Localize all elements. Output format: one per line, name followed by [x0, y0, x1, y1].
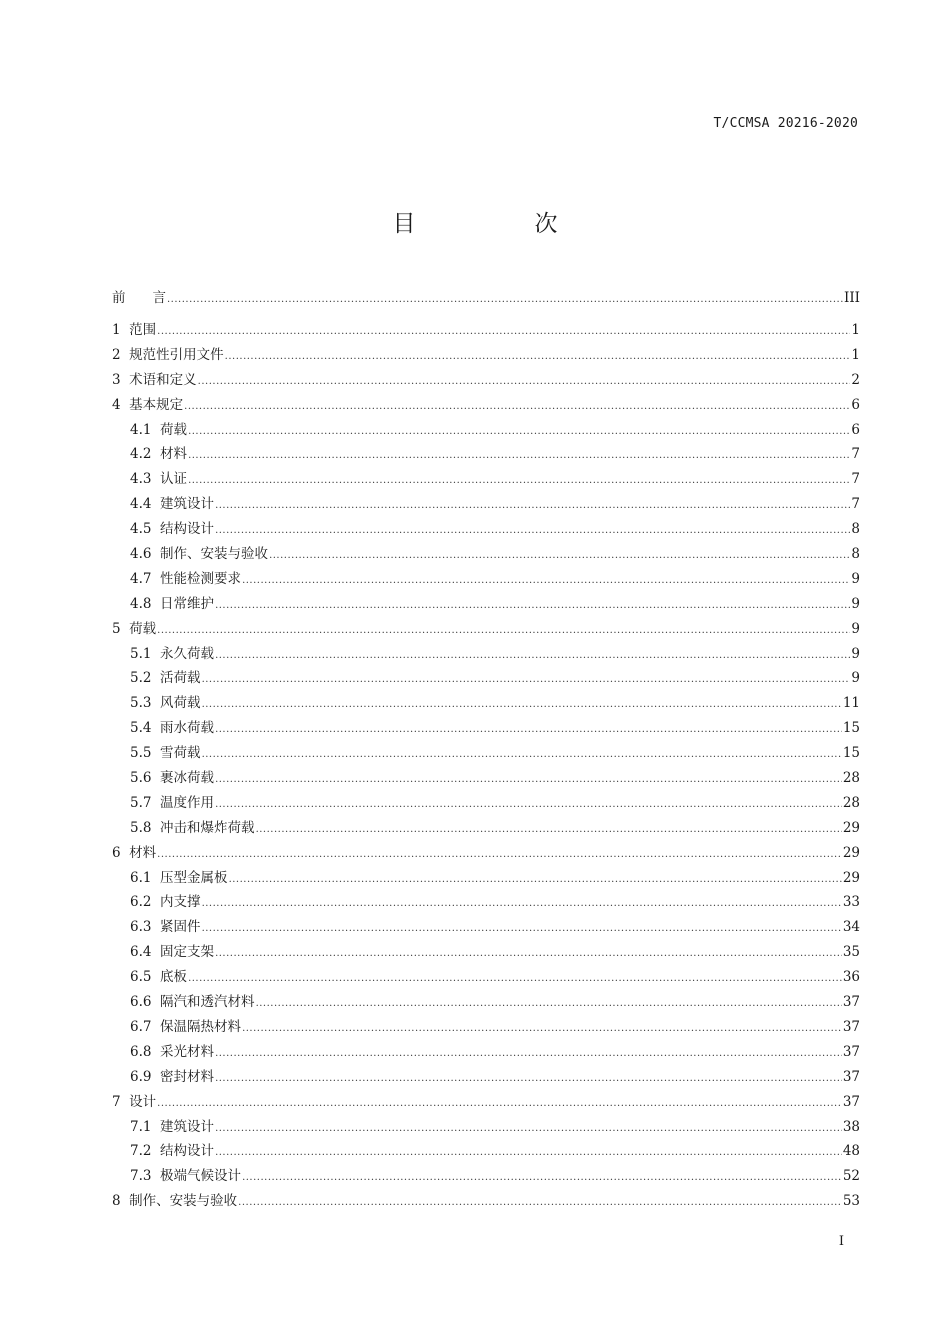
toc-entry-page: 33	[842, 894, 860, 911]
toc-leader-dots	[215, 1067, 842, 1092]
toc-entry-page: 37	[842, 1018, 860, 1035]
toc-entry[interactable]	[112, 1015, 860, 1040]
toc-leader-dots	[188, 420, 850, 445]
toc-entry-page: 37	[842, 994, 860, 1011]
toc-entry-label: 4.4 建筑设计	[130, 496, 215, 513]
toc-entry-page: 6	[851, 421, 860, 438]
toc-leader-dots	[242, 1017, 842, 1042]
toc-entry[interactable]	[112, 542, 860, 567]
toc-entry[interactable]	[112, 467, 860, 492]
toc-entry[interactable]	[112, 418, 860, 443]
toc-entry[interactable]	[112, 1090, 860, 1115]
toc-entry[interactable]	[112, 965, 860, 990]
toc-entry-page: 1	[851, 346, 860, 363]
toc-entry[interactable]	[112, 791, 860, 816]
toc-entry[interactable]	[112, 915, 860, 940]
toc-entry-page: 48	[842, 1143, 860, 1160]
toc-entry[interactable]	[112, 866, 860, 891]
toc-entry-page: 35	[842, 944, 860, 961]
toc-entry[interactable]	[112, 517, 860, 542]
toc-entry-page: 9	[851, 645, 860, 662]
toc-entry[interactable]	[112, 940, 860, 965]
toc-entry-page: 1	[851, 322, 860, 338]
toc-leader-dots	[215, 1117, 842, 1142]
toc-leader-dots	[184, 395, 850, 420]
toc-entry-page: 29	[842, 869, 860, 886]
toc-entry-label: 5.5 雪荷载	[130, 745, 201, 762]
toc-entry-label: 2 规范性引用文件	[112, 346, 224, 363]
toc-leader-dots	[202, 917, 842, 942]
toc-entry[interactable]	[112, 716, 860, 741]
page-title: 目 次	[392, 211, 606, 237]
toc-leader-dots	[202, 892, 842, 917]
toc-entry[interactable]	[112, 990, 860, 1015]
toc-entry-label: 前 言	[112, 290, 166, 306]
toc-entry-label: 6 材料	[112, 844, 157, 861]
toc-entry-page: 8	[851, 546, 860, 563]
toc-leader-dots	[215, 494, 850, 519]
toc-entry-page: 9	[851, 595, 860, 612]
toc-leader-dots	[215, 718, 842, 743]
toc-entry-page: III	[844, 290, 860, 306]
toc-entry[interactable]	[112, 766, 860, 791]
toc-entry-page: 15	[842, 720, 860, 737]
table-of-contents	[112, 286, 860, 1214]
toc-entry[interactable]	[112, 1065, 860, 1090]
toc-entry[interactable]	[112, 691, 860, 716]
toc-entry[interactable]	[112, 816, 860, 841]
toc-entry-page: 29	[842, 819, 860, 836]
toc-entry[interactable]	[112, 841, 860, 866]
toc-entry-page: 6	[851, 396, 860, 413]
toc-entry[interactable]	[112, 368, 860, 393]
toc-entry-page: 7	[851, 446, 860, 463]
toc-leader-dots	[188, 469, 850, 494]
toc-entry-label: 5.3 风荷载	[130, 695, 201, 712]
toc-leader-dots	[242, 1166, 842, 1191]
toc-entry-page: 53	[842, 1193, 860, 1210]
toc-entry[interactable]	[112, 567, 860, 592]
toc-entry-page: 9	[851, 670, 860, 687]
toc-entry-page: 9	[851, 620, 860, 637]
toc-entry-page: 37	[842, 1043, 860, 1060]
toc-entry-label: 7.3 极端气候设计	[130, 1168, 242, 1185]
toc-leader-dots	[157, 843, 842, 868]
toc-entry-page: 29	[842, 844, 860, 861]
toc-leader-dots	[229, 868, 842, 893]
toc-leader-dots	[215, 644, 850, 669]
toc-entry-label: 6.2 内支撑	[130, 894, 201, 911]
toc-entry-label: 1 范围	[112, 322, 157, 338]
toc-entry[interactable]	[112, 666, 860, 691]
page-number: I	[838, 1234, 844, 1249]
toc-entry[interactable]	[112, 1164, 860, 1189]
toc-entry-page: 9	[851, 570, 860, 587]
toc-leader-dots	[188, 444, 850, 469]
toc-leader-dots	[269, 544, 850, 569]
toc-entry[interactable]	[112, 890, 860, 915]
toc-leader-dots	[256, 992, 842, 1017]
toc-entry-page: 28	[842, 770, 860, 787]
toc-leader-dots	[157, 1092, 842, 1117]
toc-entry[interactable]	[112, 1189, 860, 1214]
toc-entry-label: 6.7 保温隔热材料	[130, 1018, 242, 1035]
toc-entry-page: 38	[842, 1118, 860, 1135]
toc-entry-label: 6.9 密封材料	[130, 1068, 215, 1085]
toc-entry-label: 6.5 底板	[130, 969, 188, 986]
toc-leader-dots	[215, 1141, 842, 1166]
toc-entry-label: 5.6 裹冰荷载	[130, 770, 215, 787]
toc-entry-label: 6.8 采光材料	[130, 1043, 215, 1060]
toc-leader-dots	[256, 818, 842, 843]
toc-leader-dots	[215, 1042, 842, 1067]
toc-leader-dots	[202, 693, 842, 718]
toc-entry[interactable]	[112, 1115, 860, 1140]
toc-entry[interactable]	[112, 286, 860, 318]
toc-entry-label: 6.6 隔汽和透汽材料	[130, 994, 255, 1011]
toc-entry-label: 4.2 材料	[130, 446, 188, 463]
toc-entry-page: 34	[842, 919, 860, 936]
toc-entry-label: 4 基本规定	[112, 396, 184, 413]
toc-entry-page: 2	[851, 371, 860, 388]
toc-entry-label: 5.4 雨水荷载	[130, 720, 215, 737]
toc-entry-page: 15	[842, 745, 860, 762]
toc-entry-label: 7 设计	[112, 1093, 157, 1110]
toc-entry-label: 4.5 结构设计	[130, 521, 215, 538]
toc-entry-page: 11	[842, 695, 860, 712]
toc-entry[interactable]	[112, 492, 860, 517]
toc-entry-label: 5.8 冲击和爆炸荷载	[130, 819, 255, 836]
toc-entry-label: 7.1 建筑设计	[130, 1118, 215, 1135]
toc-leader-dots	[157, 320, 850, 345]
toc-leader-dots	[242, 569, 850, 594]
toc-entry[interactable]	[112, 1139, 860, 1164]
toc-entry-label: 6.4 固定支架	[130, 944, 215, 961]
toc-entry-label: 7.2 结构设计	[130, 1143, 215, 1160]
toc-entry-page: 37	[842, 1068, 860, 1085]
toc-leader-dots	[167, 288, 843, 312]
toc-leader-dots	[188, 967, 842, 992]
toc-entry-label: 5 荷载	[112, 620, 157, 637]
toc-entry-label: 4.1 荷载	[130, 421, 188, 438]
toc-leader-dots	[202, 743, 842, 768]
toc-entry-page: 28	[842, 794, 860, 811]
toc-entry-label: 5.1 永久荷载	[130, 645, 215, 662]
toc-entry-label: 5.7 温度作用	[130, 794, 215, 811]
standard-number: T/CCMSA 20216-2020	[713, 116, 858, 131]
toc-entry-page: 7	[851, 496, 860, 513]
toc-entry-label: 4.6 制作、安装与验收	[130, 546, 269, 563]
toc-entry[interactable]	[112, 617, 860, 642]
toc-leader-dots	[215, 793, 842, 818]
toc-leader-dots	[215, 519, 850, 544]
toc-leader-dots	[238, 1191, 842, 1216]
toc-leader-dots	[198, 370, 851, 395]
toc-entry-label: 3 术语和定义	[112, 371, 197, 388]
toc-entry-page: 37	[842, 1093, 860, 1110]
toc-entry[interactable]	[112, 592, 860, 617]
toc-entry-label: 6.1 压型金属板	[130, 869, 228, 886]
toc-leader-dots	[202, 668, 851, 693]
toc-entry-label: 4.3 认证	[130, 471, 188, 488]
toc-entry[interactable]	[112, 343, 860, 368]
toc-entry[interactable]	[112, 741, 860, 766]
toc-entry[interactable]	[112, 442, 860, 467]
toc-entry-page: 36	[842, 969, 860, 986]
toc-entry[interactable]	[112, 642, 860, 667]
toc-entry[interactable]	[112, 1040, 860, 1065]
toc-leader-dots	[157, 619, 850, 644]
toc-entry-label: 4.8 日常维护	[130, 595, 215, 612]
toc-entry-label: 6.3 紧固件	[130, 919, 201, 936]
toc-entry[interactable]	[112, 318, 860, 343]
toc-leader-dots	[215, 768, 842, 793]
toc-entry-label: 4.7 性能检测要求	[130, 570, 242, 587]
toc-entry-label: 8 制作、安装与验收	[112, 1193, 238, 1210]
toc-leader-dots	[215, 594, 850, 619]
toc-entry-page: 52	[842, 1168, 860, 1185]
toc-entry[interactable]	[112, 393, 860, 418]
toc-entry-page: 7	[851, 471, 860, 488]
toc-leader-dots	[225, 345, 851, 370]
toc-entry-label: 5.2 活荷载	[130, 670, 201, 687]
toc-entry-page: 8	[851, 521, 860, 538]
toc-leader-dots	[215, 942, 842, 967]
